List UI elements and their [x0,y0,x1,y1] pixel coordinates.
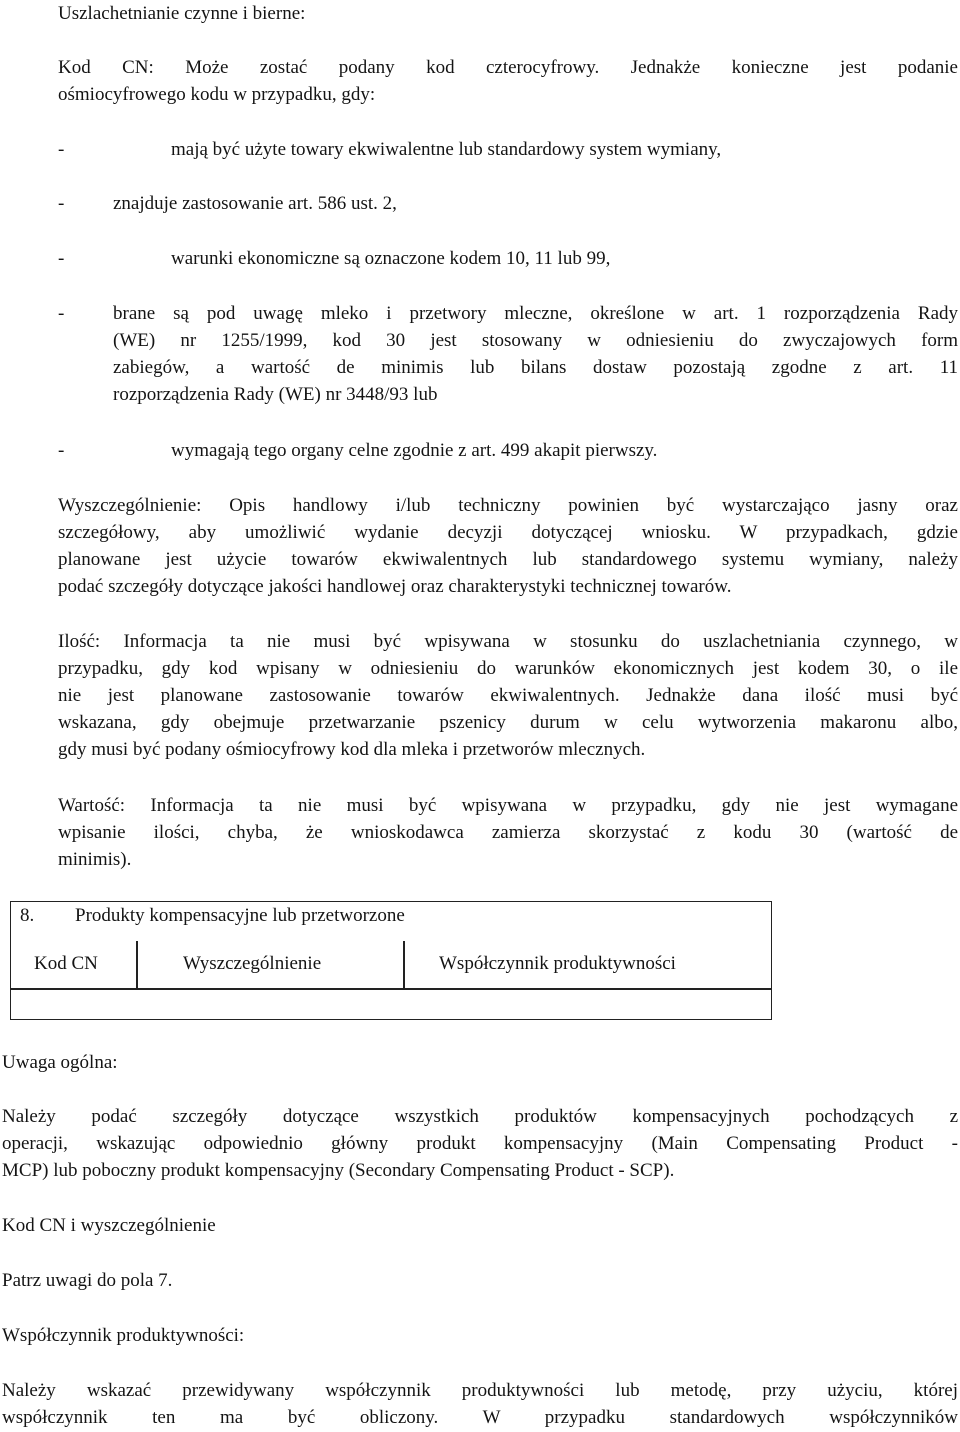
kod-cn-text: ośmiocyfrowego kodu w przypadku, gdy: [58,84,376,105]
bullet-dash: - [58,248,65,269]
bullet-dash: - [58,303,65,324]
paragraph-line: Ilość: Informacja ta nie musi być wpisywana w stosunku do uszlachetniania czynnego, w [58,631,958,652]
paragraph-line: wskazana, gdy obejmuje przetwarzanie pszenicy durum w celu wytworzenia makaronu albo, [58,712,958,733]
uwaga-heading: Uwaga ogólna: [2,1052,118,1073]
paragraph-line: Wartość: Informacja ta nie musi być wpisywana w przypadku, gdy nie jest wymagane [58,795,958,816]
bullet-item-continued: zabiegów, a wartość de minimis lub bilans dostaw pozostają zgodne z art. 11 [113,357,958,378]
kod-cn-heading: Kod CN i wyszczególnienie [2,1215,216,1236]
bullet-item: brane są pod uwagę mleko i przetwory mleczne, określone w art. 1 rozporządzenia Rady [113,303,958,324]
paragraph-line: Należy wskazać przewidywany współczynnik produktywności lub metodę, przy użyciu, której [2,1380,958,1401]
paragraph-line: współczynnik ten ma być obliczony. W przypadku standardowych współczynników [2,1407,958,1428]
bullet-item-continued: rozporządzenia Rady (WE) nr 3448/93 lub [113,384,438,405]
paragraph-line: MCP) lub poboczny produkt kompensacyjny (Secondary Compensating Product - SCP). [2,1160,675,1181]
box-number: 8. [20,905,35,926]
bullet-item-continued: (WE) nr 1255/1999, kod 30 jest stosowany w odniesieniu do zwyczajowych form [113,330,958,351]
section-heading: Uszlachetnianie czynne i bierne: [58,3,306,24]
column-divider [403,941,405,989]
paragraph-line: gdy musi być podany ośmiocyfrowy kod dla mleka i przetworów mlecznych. [58,739,646,760]
column-header-kod-cn: Kod CN [34,953,98,974]
paragraph-line: podać szczegóły dotyczące jakości handlowej oraz charakterystyki technicznej towarów. [58,576,732,597]
paragraph-line: przypadku, gdy kod wpisany w odniesieniu do warunków ekonomicznych jest kodem 30, o ile [58,658,958,679]
paragraph-line: Należy podać szczegóły dotyczące wszystkich produktów kompensacyjnych pochodzących z [2,1106,958,1127]
paragraph-line: wpisanie ilości, chyba, że wnioskodawca zamierza skorzystać z kodu 30 (wartość de [58,822,958,843]
column-header-wyszczegolnienie: Wyszczególnienie [183,953,322,974]
kod-cn-text: Kod CN: Może zostać podany kod czterocyfrowy. Jednakże konieczne jest podanie [58,57,958,78]
bullet-dash: - [58,193,65,214]
kod-cn-note: Patrz uwagi do pola 7. [2,1270,173,1291]
bullet-dash: - [58,139,65,160]
bullet-item: znajduje zastosowanie art. 586 ust. 2, [113,193,397,214]
paragraph-line: minimis). [58,849,132,870]
wspolczynnik-heading: Współczynnik produktywności: [2,1325,245,1346]
paragraph-line: nie jest planowane zastosowanie towarów ekwiwalentnych. Jednakże dana ilość musi być [58,685,958,706]
column-header-wspolczynnik: Współczynnik produktywności [439,953,676,974]
bullet-item: mają być użyte towary ekwiwalentne lub standardowy system wymiany, [171,139,722,160]
box-title: Produkty kompensacyjne lub przetworzone [75,905,405,926]
table-divider [10,988,771,990]
column-divider [136,941,138,989]
paragraph-line: operacji, wskazując odpowiednio główny produkt kompensacyjny (Main Compensating Product - [2,1133,958,1154]
bullet-item: wymagają tego organy celne zgodnie z art. 499 akapit pierwszy. [171,440,658,461]
paragraph-line: planowane jest użycie towarów ekwiwalentnych lub standardowego systemu wymiany, należy [58,549,958,570]
bullet-item: warunki ekonomiczne są oznaczone kodem 10, 11 lub 99, [171,248,611,269]
paragraph-line: szczegółowy, aby umożliwić wydanie decyzji dotyczącej wniosku. W przypadkach, gdzie [58,522,958,543]
bullet-dash: - [58,440,65,461]
paragraph-line: Wyszczególnienie: Opis handlowy i/lub techniczny powinien być wystarczająco jasny oraz [58,495,958,516]
